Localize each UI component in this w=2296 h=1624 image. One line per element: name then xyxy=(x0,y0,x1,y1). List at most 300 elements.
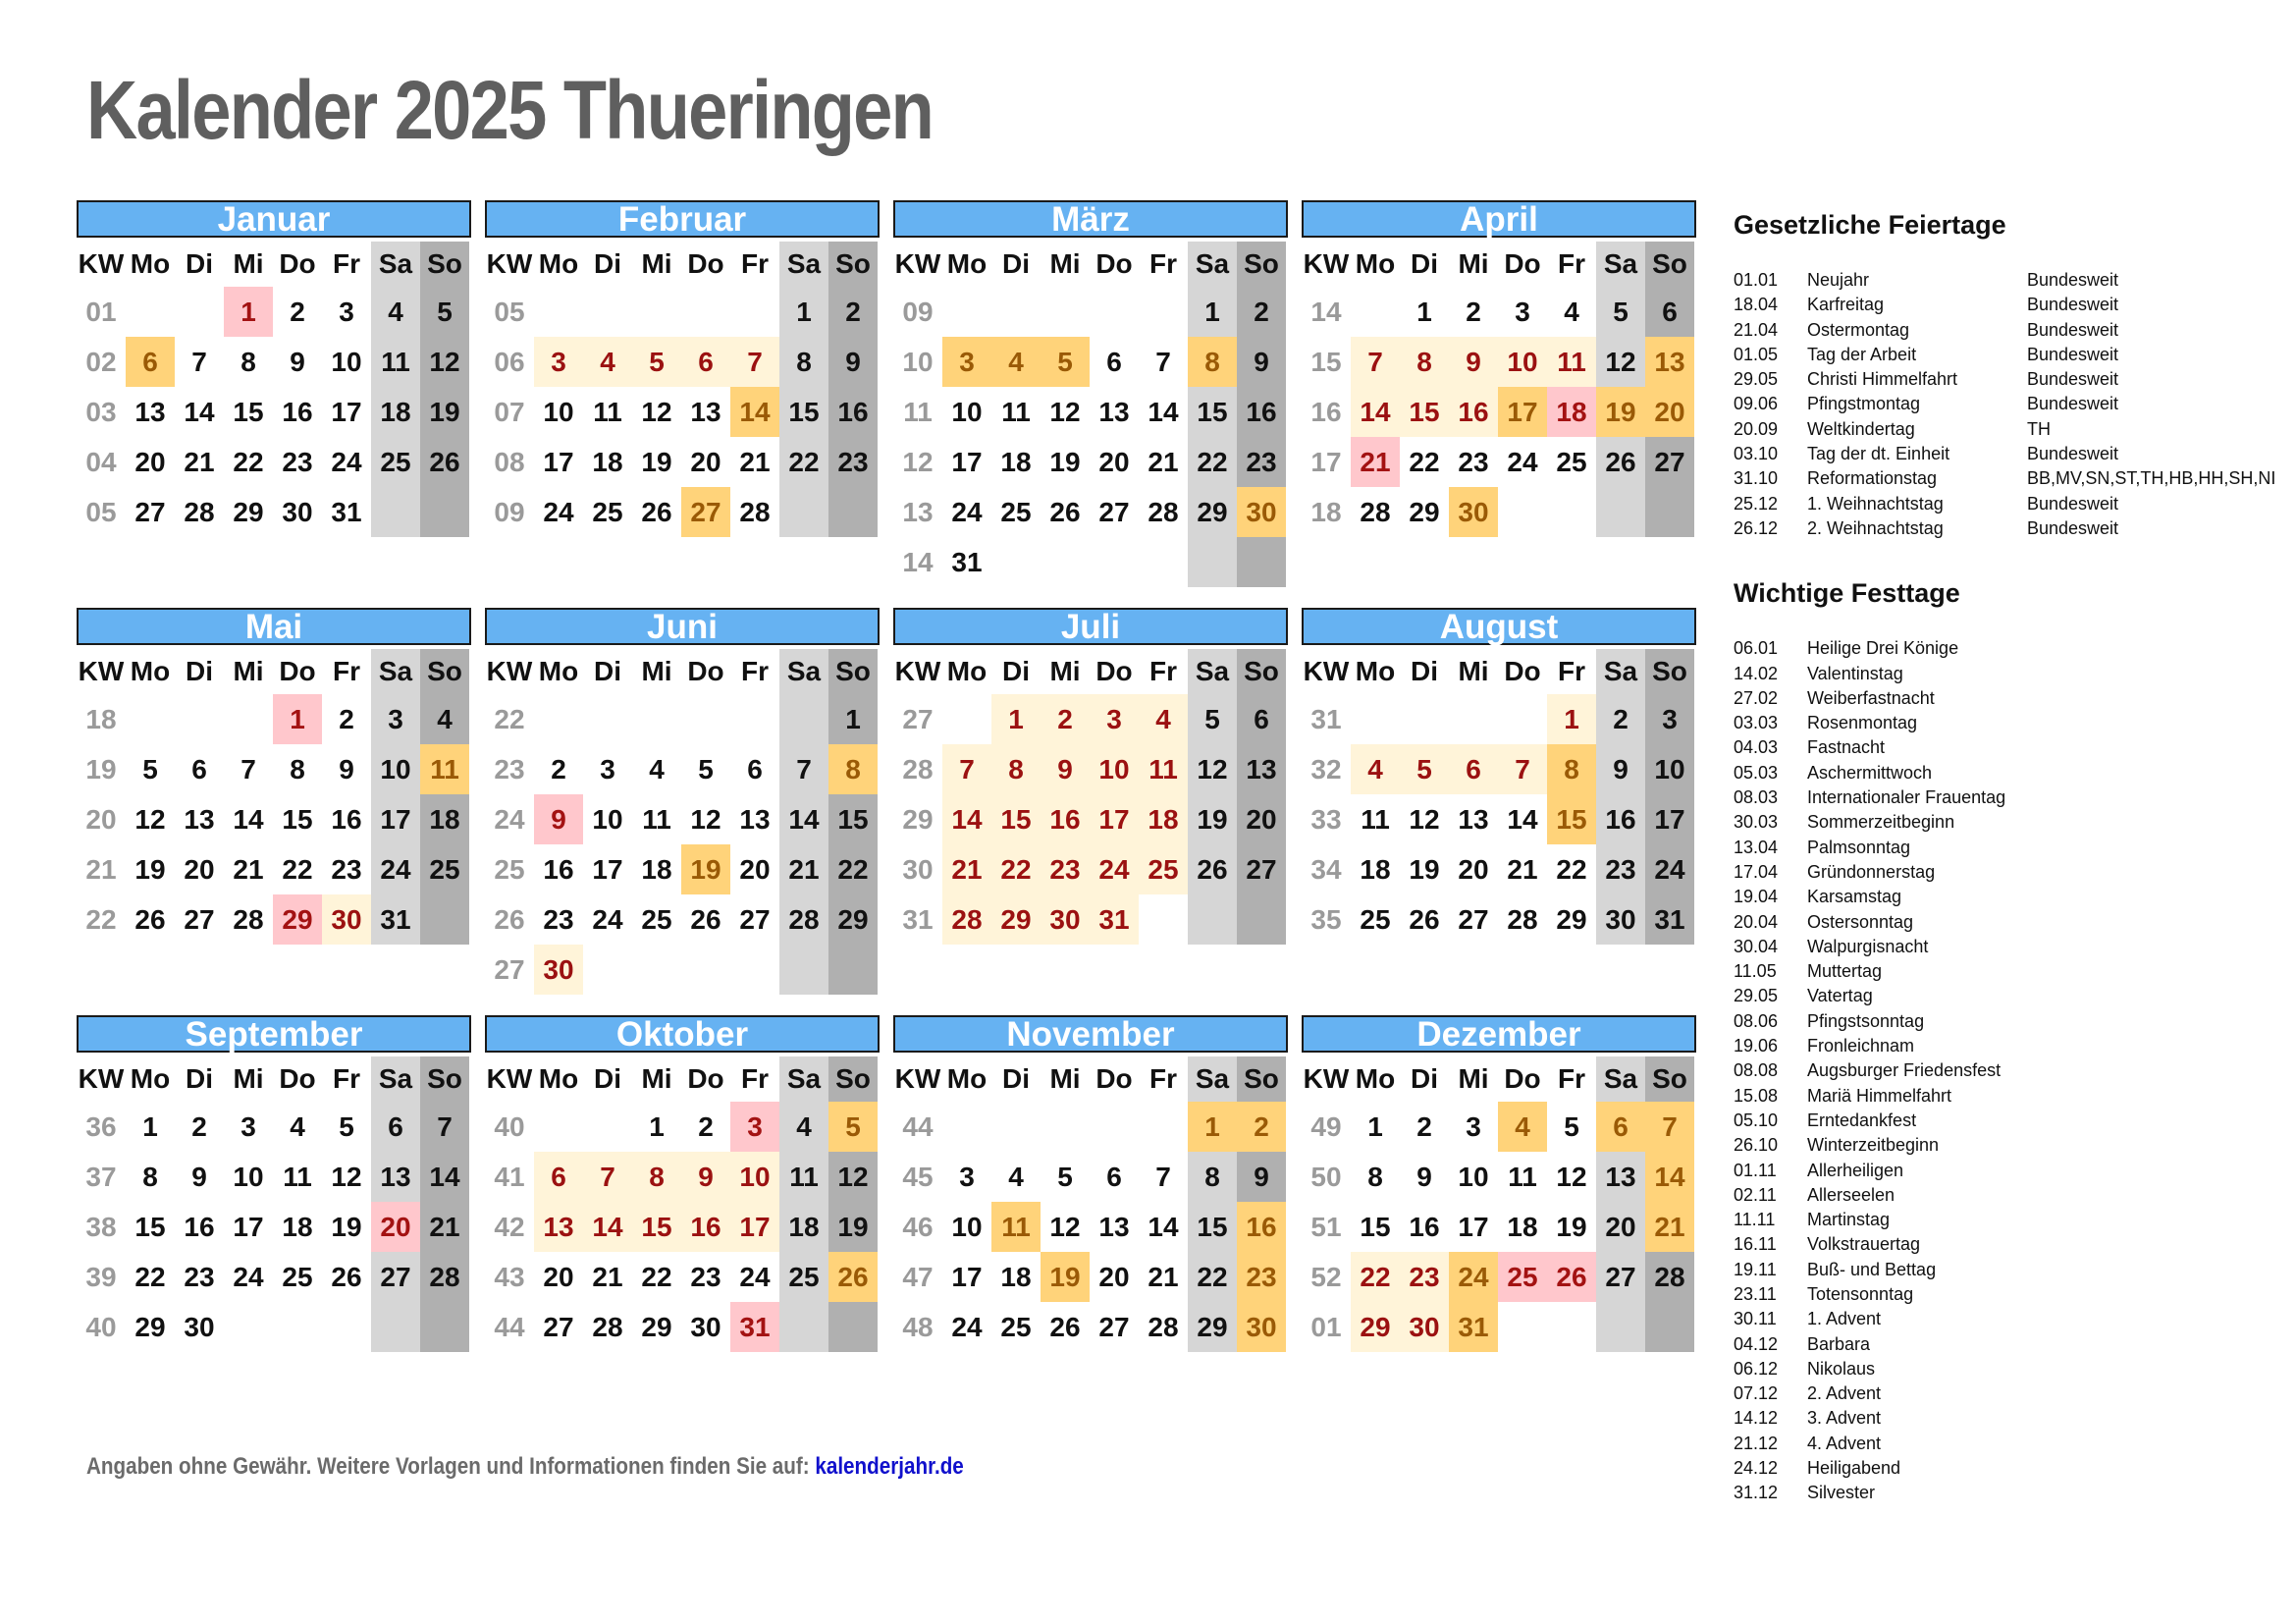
weekday-header: Do xyxy=(279,656,316,686)
day-cell: 22 xyxy=(1556,854,1587,885)
day-cell: 14 xyxy=(1645,1152,1694,1202)
day-cell: 27 xyxy=(1098,497,1130,527)
empty-cell xyxy=(1596,487,1645,537)
day-cell: 14 xyxy=(942,794,991,844)
holiday-name: Walpurgisnacht xyxy=(1807,936,1929,956)
day-cell: 21 xyxy=(1351,437,1400,487)
day-cell: 20 xyxy=(1098,1262,1130,1292)
day-cell: 3 xyxy=(959,1162,975,1192)
day-cell: 11 xyxy=(779,1152,828,1202)
month-day-grid xyxy=(485,649,880,995)
day-cell: 7 xyxy=(1351,337,1400,387)
holiday-row xyxy=(1734,636,2296,661)
day-cell: 11 xyxy=(1139,744,1188,794)
week-number: 01 xyxy=(85,297,117,327)
holiday-row xyxy=(1734,1481,2296,1505)
empty-cell xyxy=(1498,694,1547,744)
day-cell: 30 xyxy=(322,894,371,945)
day-cell: 4 xyxy=(1564,297,1579,327)
day-cell: 17 xyxy=(1090,794,1139,844)
day-cell: 16 xyxy=(1596,794,1645,844)
day-cell: 26 xyxy=(1409,904,1440,935)
day-cell: 21 xyxy=(592,1262,623,1292)
day-cell: 30 xyxy=(282,497,313,527)
empty-cell xyxy=(991,287,1041,337)
day-cell: 27 xyxy=(1458,904,1489,935)
day-cell: 7 xyxy=(240,754,256,785)
empty-cell xyxy=(1237,894,1286,945)
month-6 xyxy=(485,608,880,995)
day-cell: 12 xyxy=(1596,337,1645,387)
holiday-row xyxy=(1734,1232,2296,1257)
day-cell: 25 xyxy=(1556,447,1587,477)
empty-cell xyxy=(224,1302,273,1352)
day-cell: 28 xyxy=(942,894,991,945)
holiday-name: Weltkindertag xyxy=(1807,418,1915,439)
day-cell: 18 xyxy=(1507,1212,1538,1242)
day-cell: 27 xyxy=(1098,1312,1130,1342)
weekday-header: Do xyxy=(687,1063,724,1094)
day-cell: 8 xyxy=(632,1152,681,1202)
day-cell: 3 xyxy=(534,337,583,387)
day-cell: 1 xyxy=(1188,287,1237,337)
day-cell: 20 xyxy=(1458,854,1489,885)
day-cell: 1 xyxy=(1416,297,1432,327)
empty-cell xyxy=(420,894,469,945)
week-number: 42 xyxy=(494,1212,525,1242)
weekday-header: So xyxy=(1237,1056,1286,1102)
empty-cell xyxy=(583,945,632,995)
holiday-row xyxy=(1734,1009,2296,1034)
day-cell: 24 xyxy=(592,904,623,935)
holiday-row xyxy=(1734,1159,2296,1183)
day-cell: 18 xyxy=(779,1202,828,1252)
holiday-region: Bundesweit xyxy=(2027,493,2119,514)
day-cell: 12 xyxy=(420,337,469,387)
day-cell: 25 xyxy=(592,497,623,527)
day-cell: 2 xyxy=(1237,1102,1286,1152)
empty-cell xyxy=(1090,287,1139,337)
day-cell: 14 xyxy=(233,804,264,835)
day-cell: 13 xyxy=(534,1202,583,1252)
empty-cell xyxy=(1139,1102,1188,1152)
empty-cell xyxy=(779,694,828,744)
day-cell: 31 xyxy=(951,547,983,577)
weekday-header: Fr xyxy=(1558,248,1585,279)
day-cell: 24 xyxy=(233,1262,264,1292)
week-number: 48 xyxy=(902,1312,934,1342)
empty-cell xyxy=(126,694,175,744)
holiday-date: 19.04 xyxy=(1734,887,1779,907)
weekday-header: Fr xyxy=(333,248,360,279)
day-cell: 18 xyxy=(282,1212,313,1242)
week-number: 19 xyxy=(85,754,117,785)
day-cell: 20 xyxy=(134,447,166,477)
holiday-row xyxy=(1734,959,2296,984)
holiday-date: 03.10 xyxy=(1734,444,1779,464)
weekday-header: KW xyxy=(1303,656,1350,686)
day-cell: 26 xyxy=(641,497,672,527)
footer-link[interactable]: kalenderjahr.de xyxy=(815,1453,964,1480)
month-day-grid xyxy=(1302,649,1696,945)
day-cell: 25 xyxy=(1360,904,1391,935)
footer-text: Angaben ohne Gewähr. Weitere Vorlagen und Informationen finden Sie auf: xyxy=(86,1453,816,1480)
day-cell: 16 xyxy=(828,387,878,437)
day-cell: 15 xyxy=(779,387,828,437)
day-cell: 31 xyxy=(1449,1302,1498,1352)
empty-cell xyxy=(1547,1302,1596,1352)
week-number: 08 xyxy=(494,447,525,477)
day-cell: 6 xyxy=(371,1102,420,1152)
day-cell: 9 xyxy=(681,1152,730,1202)
empty-cell xyxy=(1090,1102,1139,1152)
empty-cell xyxy=(942,694,991,744)
day-cell: 25 xyxy=(420,844,469,894)
holiday-row xyxy=(1734,1307,2296,1331)
day-cell: 29 xyxy=(1188,1302,1237,1352)
month-8 xyxy=(1302,608,1696,945)
day-cell: 2 xyxy=(1237,287,1286,337)
holiday-row xyxy=(1734,1183,2296,1208)
holiday-row xyxy=(1734,885,2296,909)
day-cell: 3 xyxy=(1090,694,1139,744)
weekday-header: Sa xyxy=(371,649,420,694)
day-cell: 27 xyxy=(184,904,215,935)
day-cell: 2 xyxy=(1466,297,1481,327)
week-number: 49 xyxy=(1310,1111,1342,1142)
empty-cell xyxy=(991,537,1041,587)
day-cell: 2 xyxy=(698,1111,714,1142)
day-cell: 7 xyxy=(1155,1162,1171,1192)
weekday-header: Mi xyxy=(1458,248,1489,279)
holiday-name: Fronleichnam xyxy=(1807,1036,1915,1056)
month-header: Oktober xyxy=(485,1015,880,1053)
holiday-row xyxy=(1734,785,2296,810)
empty-cell xyxy=(1645,1302,1694,1352)
holiday-name: Buß- und Bettag xyxy=(1807,1259,1937,1279)
day-cell: 30 xyxy=(1400,1302,1449,1352)
day-cell: 2 xyxy=(1416,1111,1432,1142)
day-cell: 19 xyxy=(828,1202,878,1252)
day-cell: 26 xyxy=(1049,1312,1081,1342)
day-cell: 15 xyxy=(1188,1202,1237,1252)
weekday-header: KW xyxy=(486,1063,533,1094)
day-cell: 21 xyxy=(942,844,991,894)
weekday-header: Di xyxy=(186,1063,213,1094)
weekday-header: Sa xyxy=(1596,242,1645,287)
day-cell: 17 xyxy=(543,447,574,477)
day-cell: 29 xyxy=(273,894,322,945)
day-cell: 12 xyxy=(1409,804,1440,835)
day-cell: 1 xyxy=(224,287,273,337)
day-cell: 19 xyxy=(134,854,166,885)
day-cell: 13 xyxy=(690,397,721,427)
weekday-header: Mi xyxy=(233,656,264,686)
day-cell: 30 xyxy=(534,945,583,995)
day-cell: 1 xyxy=(828,694,878,744)
empty-cell xyxy=(942,287,991,337)
day-cell: 14 xyxy=(779,794,828,844)
weekday-header: Di xyxy=(1411,248,1438,279)
week-number: 03 xyxy=(85,397,117,427)
holiday-date: 30.04 xyxy=(1734,936,1779,956)
day-cell: 31 xyxy=(331,497,362,527)
day-cell: 8 xyxy=(779,337,828,387)
day-cell: 18 xyxy=(1139,794,1188,844)
day-cell: 29 xyxy=(641,1312,672,1342)
day-cell: 6 xyxy=(126,337,175,387)
day-cell: 22 xyxy=(134,1262,166,1292)
weekday-header: Fr xyxy=(741,248,769,279)
month-header: April xyxy=(1302,200,1696,238)
day-cell: 13 xyxy=(184,804,215,835)
holiday-date: 08.08 xyxy=(1734,1060,1779,1081)
month-header: Mai xyxy=(77,608,471,645)
empty-cell xyxy=(942,1102,991,1152)
day-cell: 8 xyxy=(142,1162,158,1192)
weekday-header: So xyxy=(1645,649,1694,694)
weekday-header: Mi xyxy=(233,1063,264,1094)
day-cell: 8 xyxy=(991,744,1041,794)
empty-cell xyxy=(632,287,681,337)
holiday-date: 03.03 xyxy=(1734,713,1779,733)
weekday-header: Mi xyxy=(1049,248,1081,279)
empty-cell xyxy=(1041,287,1090,337)
weekday-header: Do xyxy=(279,1063,316,1094)
holiday-name: 1. Weihnachtstag xyxy=(1807,493,1944,514)
empty-cell xyxy=(1498,1302,1547,1352)
holiday-name: Martinstag xyxy=(1807,1210,1891,1230)
weekday-header: KW xyxy=(486,248,533,279)
month-day-grid xyxy=(893,1056,1288,1352)
day-cell: 3 xyxy=(730,1102,779,1152)
day-cell: 11 xyxy=(1547,337,1596,387)
day-cell: 27 xyxy=(1645,437,1694,487)
holiday-date: 29.05 xyxy=(1734,369,1779,390)
day-cell: 26 xyxy=(1049,497,1081,527)
day-cell: 5 xyxy=(1188,694,1237,744)
day-cell: 17 xyxy=(592,854,623,885)
day-cell: 18 xyxy=(592,447,623,477)
weekday-header: So xyxy=(828,649,878,694)
day-cell: 28 xyxy=(779,894,828,945)
month-day-grid xyxy=(77,242,471,537)
weekday-header: Mi xyxy=(1458,1063,1489,1094)
day-cell: 20 xyxy=(184,854,215,885)
day-cell: 30 xyxy=(1237,1302,1286,1352)
day-cell: 2 xyxy=(551,754,566,785)
weekday-header: Do xyxy=(1504,248,1541,279)
weekday-header: KW xyxy=(486,656,533,686)
day-cell: 1 xyxy=(273,694,322,744)
weekday-header: Fr xyxy=(1149,1063,1177,1094)
day-cell: 28 xyxy=(233,904,264,935)
day-cell: 7 xyxy=(420,1102,469,1152)
holiday-name: Silvester xyxy=(1807,1483,1876,1503)
day-cell: 17 xyxy=(233,1212,264,1242)
day-cell: 1 xyxy=(649,1111,665,1142)
weekday-header: So xyxy=(420,242,469,287)
day-cell: 31 xyxy=(371,894,420,945)
weekday-header: Sa xyxy=(1596,649,1645,694)
day-cell: 19 xyxy=(1049,447,1081,477)
day-cell: 24 xyxy=(739,1262,771,1292)
month-day-grid xyxy=(893,242,1288,587)
day-cell: 6 xyxy=(1645,287,1694,337)
day-cell: 21 xyxy=(1148,447,1179,477)
day-cell: 28 xyxy=(1360,497,1391,527)
day-cell: 13 xyxy=(371,1152,420,1202)
weekday-header: Sa xyxy=(1188,649,1237,694)
weekday-header: Fr xyxy=(741,1063,769,1094)
day-cell: 16 xyxy=(1041,794,1090,844)
holiday-row xyxy=(1734,318,2296,343)
holiday-row xyxy=(1734,761,2296,785)
day-cell: 24 xyxy=(371,844,420,894)
day-cell: 5 xyxy=(632,337,681,387)
holiday-row xyxy=(1734,1332,2296,1357)
empty-cell xyxy=(681,287,730,337)
weekday-header: Mo xyxy=(538,248,579,279)
day-cell: 14 xyxy=(583,1202,632,1252)
empty-cell xyxy=(583,287,632,337)
weekday-header: Sa xyxy=(371,242,420,287)
day-cell: 17 xyxy=(1498,387,1547,437)
empty-cell xyxy=(632,945,681,995)
weekday-header: Di xyxy=(594,248,621,279)
holiday-row xyxy=(1734,1034,2296,1058)
empty-cell xyxy=(175,287,224,337)
holiday-row xyxy=(1734,268,2296,293)
day-cell: 4 xyxy=(290,1111,305,1142)
holiday-row xyxy=(1734,984,2296,1008)
weekday-header: KW xyxy=(1303,248,1350,279)
day-cell: 19 xyxy=(1188,794,1237,844)
day-cell: 15 xyxy=(1547,794,1596,844)
day-cell: 4 xyxy=(1139,694,1188,744)
week-number: 37 xyxy=(85,1162,117,1192)
weekday-header: Sa xyxy=(779,649,828,694)
day-cell: 30 xyxy=(1237,487,1286,537)
weekday-header: Sa xyxy=(1188,1056,1237,1102)
day-cell: 28 xyxy=(1507,904,1538,935)
weekday-header: Di xyxy=(594,1063,621,1094)
day-cell: 15 xyxy=(1400,387,1449,437)
month-day-grid xyxy=(1302,242,1696,537)
empty-cell xyxy=(1188,894,1237,945)
empty-cell xyxy=(534,287,583,337)
day-cell: 21 xyxy=(739,447,771,477)
legal-holidays-heading: Gesetzliche Feiertage xyxy=(1734,210,2006,240)
weekday-header: Mo xyxy=(1355,656,1396,686)
holiday-date: 01.11 xyxy=(1734,1160,1777,1180)
holiday-row xyxy=(1734,810,2296,835)
weekday-header: Di xyxy=(186,248,213,279)
day-cell: 1 xyxy=(991,694,1041,744)
weekday-header: Mo xyxy=(538,656,579,686)
day-cell: 22 xyxy=(233,447,264,477)
holiday-name: Pfingstsonntag xyxy=(1807,1010,1925,1031)
day-cell: 10 xyxy=(543,397,574,427)
weekday-header: KW xyxy=(1303,1063,1350,1094)
empty-cell xyxy=(1041,1102,1090,1152)
holiday-region: Bundesweit xyxy=(2027,369,2119,390)
holiday-date: 08.06 xyxy=(1734,1010,1779,1031)
day-cell: 11 xyxy=(371,337,420,387)
weekday-header: Do xyxy=(1095,1063,1133,1094)
day-cell: 9 xyxy=(1449,337,1498,387)
holiday-name: Aschermittwoch xyxy=(1807,762,1933,783)
holiday-row xyxy=(1734,343,2296,367)
day-cell: 15 xyxy=(828,794,878,844)
day-cell: 26 xyxy=(420,437,469,487)
empty-cell xyxy=(681,945,730,995)
holiday-date: 19.11 xyxy=(1734,1259,1777,1279)
weekday-header: So xyxy=(1237,649,1286,694)
week-number: 22 xyxy=(494,704,525,734)
day-cell: 19 xyxy=(1556,1212,1587,1242)
empty-cell xyxy=(681,694,730,744)
week-number: 31 xyxy=(1310,704,1342,734)
empty-cell xyxy=(828,1302,878,1352)
day-cell: 29 xyxy=(1188,487,1237,537)
day-cell: 13 xyxy=(739,804,771,835)
weekday-header: Mo xyxy=(946,248,988,279)
holiday-name: Palmsonntag xyxy=(1807,837,1911,857)
day-cell: 9 xyxy=(1237,1152,1286,1202)
day-cell: 3 xyxy=(1466,1111,1481,1142)
day-cell: 4 xyxy=(991,337,1041,387)
holiday-name: Karsamstag xyxy=(1807,887,1902,907)
day-cell: 26 xyxy=(690,904,721,935)
day-cell: 13 xyxy=(1458,804,1489,835)
day-cell: 23 xyxy=(184,1262,215,1292)
day-cell: 18 xyxy=(420,794,469,844)
month-header: August xyxy=(1302,608,1696,645)
month-2 xyxy=(485,200,880,537)
holiday-row xyxy=(1734,1357,2296,1381)
day-cell: 25 xyxy=(1139,844,1188,894)
holiday-region: Bundesweit xyxy=(2027,444,2119,464)
week-number: 30 xyxy=(902,854,934,885)
holiday-date: 21.04 xyxy=(1734,319,1779,340)
week-number: 04 xyxy=(85,447,117,477)
weekday-header: Sa xyxy=(779,242,828,287)
day-cell: 19 xyxy=(641,447,672,477)
week-number: 13 xyxy=(902,497,934,527)
week-number: 52 xyxy=(1310,1262,1342,1292)
holiday-date: 25.12 xyxy=(1734,493,1779,514)
footer-note xyxy=(86,1453,964,1481)
month-12 xyxy=(1302,1015,1696,1352)
day-cell: 18 xyxy=(1360,854,1391,885)
day-cell: 28 xyxy=(184,497,215,527)
holiday-date: 20.04 xyxy=(1734,911,1779,932)
weekday-header: So xyxy=(1645,1056,1694,1102)
empty-cell xyxy=(730,694,779,744)
day-cell: 23 xyxy=(1237,1252,1286,1302)
week-number: 50 xyxy=(1310,1162,1342,1192)
weekday-header: KW xyxy=(894,248,941,279)
day-cell: 30 xyxy=(1596,894,1645,945)
holiday-name: Pfingstmontag xyxy=(1807,394,1921,414)
week-number: 46 xyxy=(902,1212,934,1242)
holiday-date: 01.01 xyxy=(1734,270,1779,290)
day-cell: 2 xyxy=(1596,694,1645,744)
week-number: 34 xyxy=(1310,854,1342,885)
holiday-date: 14.02 xyxy=(1734,663,1779,683)
weekday-header: Mo xyxy=(1355,248,1396,279)
